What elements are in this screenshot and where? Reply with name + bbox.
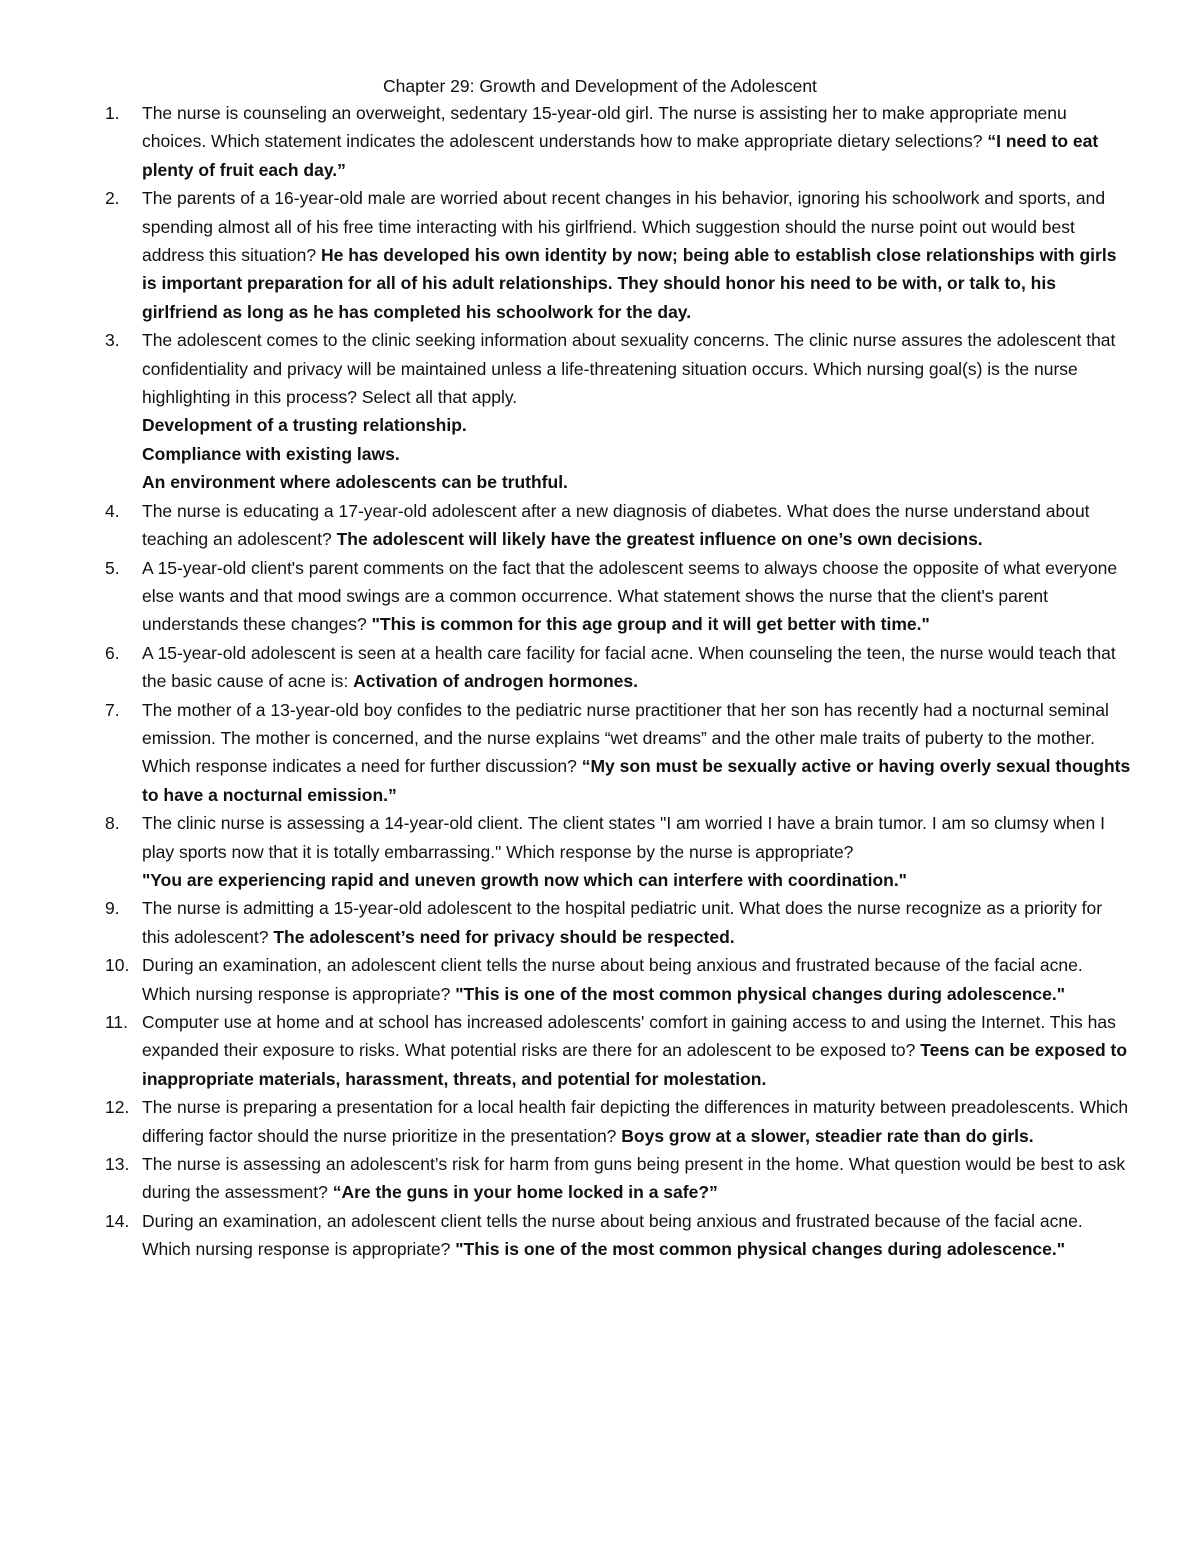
question-item-7 bbox=[105, 696, 1131, 810]
question-list bbox=[105, 99, 1131, 1264]
question-number: 3. bbox=[105, 330, 120, 351]
question-item-14 bbox=[105, 1207, 1131, 1264]
answer-option: Compliance with existing laws. bbox=[142, 443, 400, 464]
question-text: The nurse is admitting a 15-year-old adolescent to the hospital pediatric unit. What does the nurse recognize as a priority for this adolescent? bbox=[142, 898, 1103, 947]
question-text: The nurse is preparing a presentation for a local health fair depicting the differences in maturity between preadolescents. Which differing factor should the nurse prioritize in the presentation? bbox=[142, 1097, 1129, 1146]
answer-text: The adolescent will likely have the greatest influence on one’s own decisions. bbox=[336, 529, 983, 550]
question-number: 9. bbox=[105, 898, 120, 919]
question-number: 6. bbox=[105, 642, 120, 663]
question-text: The nurse is assessing an adolescent’s risk for harm from guns being present in the home. What question would be best to ask during the assessment? bbox=[142, 1154, 1126, 1203]
question-number: 12. bbox=[105, 1097, 130, 1118]
question-text: The parents of a 16-year-old male are worried about recent changes in his behavior, ignoring his schoolwork and sports, and spending almost all of his free time interacting with his girlfriend. Which suggestion should the nurse point out would best address this situation? bbox=[142, 188, 1106, 266]
question-item-13 bbox=[105, 1150, 1131, 1207]
answer-text: "You are experiencing rapid and uneven growth now which can interfere with coordination." bbox=[142, 869, 907, 890]
question-text: The adolescent comes to the clinic seeking information about sexuality concerns. The clinic nurse assures the adolescent that confidentiality and privacy will be maintained unless a life-threatening situation occurs. Which nursing goal(s) is the nurse highlighting in this process? Select all that apply. bbox=[142, 330, 1116, 408]
answer-text: He has developed his own identity by now; being able to establish close relationships with girls is important preparation for all of his adult relationships. They should honor his need to be with, or talk to, his girlfriend as long as he has completed his schoolwork for the day. bbox=[142, 245, 1117, 322]
question-item-8 bbox=[105, 809, 1131, 894]
answer-text: Activation of androgen hormones. bbox=[353, 671, 638, 692]
answer-option: An environment where adolescents can be truthful. bbox=[142, 472, 568, 493]
answer-text: “My son must be sexually active or having overly sexual thoughts to have a nocturnal emission.” bbox=[142, 756, 1131, 805]
question-number: 8. bbox=[105, 813, 120, 834]
question-number: 4. bbox=[105, 500, 120, 521]
question-item-11 bbox=[105, 1008, 1131, 1093]
question-item-10 bbox=[105, 951, 1131, 1008]
question-text: During an examination, an adolescent client tells the nurse about being anxious and frustrated because of the facial acne. Which nursing response is appropriate? bbox=[142, 955, 1083, 1004]
question-text: The mother of a 13-year-old boy confides to the pediatric nurse practitioner that her son has recently had a nocturnal seminal emission. The mother is concerned, and the nurse explains “wet dreams” and the other male traits of puberty to the mother. Which response indicates a need for further discussion? bbox=[142, 699, 1109, 777]
question-item-12 bbox=[105, 1093, 1131, 1150]
answer-text: Teens can be exposed to inappropriate materials, harassment, threats, and potential for molestation. bbox=[142, 1040, 1128, 1089]
question-number: 1. bbox=[105, 103, 120, 123]
question-item-4 bbox=[105, 497, 1131, 554]
question-item-3 bbox=[105, 326, 1131, 496]
question-item-5 bbox=[105, 554, 1131, 639]
question-text: A 15-year-old client's parent comments on the fact that the adolescent seems to always choose the opposite of what everyone else wants and that mood swings are a common occurrence. What statement shows the nurse that the client's parent understands these changes? bbox=[142, 557, 1118, 635]
question-item-1 bbox=[105, 99, 1131, 184]
question-text: A 15-year-old adolescent is seen at a health care facility for facial acne. When counseling the teen, the nurse would teach that the basic cause of acne is: bbox=[142, 642, 1116, 692]
question-item-9 bbox=[105, 894, 1131, 951]
answer-text: "This is one of the most common physical changes during adolescence." bbox=[455, 983, 1066, 1004]
question-item-2 bbox=[105, 184, 1131, 326]
question-text: The nurse is educating a 17-year-old adolescent after a new diagnosis of diabetes. What does the nurse understand about teaching an adolescent? bbox=[142, 500, 1090, 550]
question-number: 5. bbox=[105, 557, 120, 578]
question-number: 10. bbox=[105, 955, 130, 976]
question-number: 7. bbox=[105, 699, 120, 720]
question-number: 14. bbox=[105, 1210, 130, 1231]
document-title: Chapter 29: Growth and Development of the Adolescent bbox=[383, 76, 817, 96]
answer-text: "This is common for this age group and it will get better with time." bbox=[371, 614, 930, 635]
answer-text: Boys grow at a slower, steadier rate than do girls. bbox=[621, 1125, 1034, 1146]
question-number: 13. bbox=[105, 1154, 130, 1175]
question-number: 2. bbox=[105, 188, 120, 209]
question-text: During an examination, an adolescent client tells the nurse about being anxious and frustrated because of the facial acne. Which nursing response is appropriate? bbox=[142, 1210, 1083, 1260]
question-text: Computer use at home and at school has increased adolescents' comfort in gaining access to and using the Internet. This has expanded their exposure to risks. What potential risks are there for an adolescent to be exposed to? bbox=[142, 1012, 1116, 1061]
answer-text: “I need to eat plenty of fruit each day.” bbox=[142, 131, 1099, 180]
answer-text: "This is one of the most common physical changes during adolescence." bbox=[455, 1239, 1066, 1260]
answer-text: “Are the guns in your home locked in a safe?” bbox=[332, 1182, 718, 1203]
question-number: 11. bbox=[105, 1012, 129, 1032]
answer-option: Development of a trusting relationship. bbox=[142, 415, 467, 436]
answer-text: The adolescent’s need for privacy should be respected. bbox=[273, 926, 735, 947]
question-text: The clinic nurse is assessing a 14-year-old client. The client states "I am worried I have a brain tumor. I am so clumsy when I play sports now that it is totally embarrassing." Which response by the nurse is appropriate? bbox=[142, 813, 1105, 862]
question-item-6 bbox=[105, 639, 1131, 696]
question-text: The nurse is counseling an overweight, sedentary 15-year-old girl. The nurse is assisting her to make appropriate menu choices. Which statement indicates the adolescent understands how to make appropriate dietary selections? bbox=[142, 103, 1067, 152]
